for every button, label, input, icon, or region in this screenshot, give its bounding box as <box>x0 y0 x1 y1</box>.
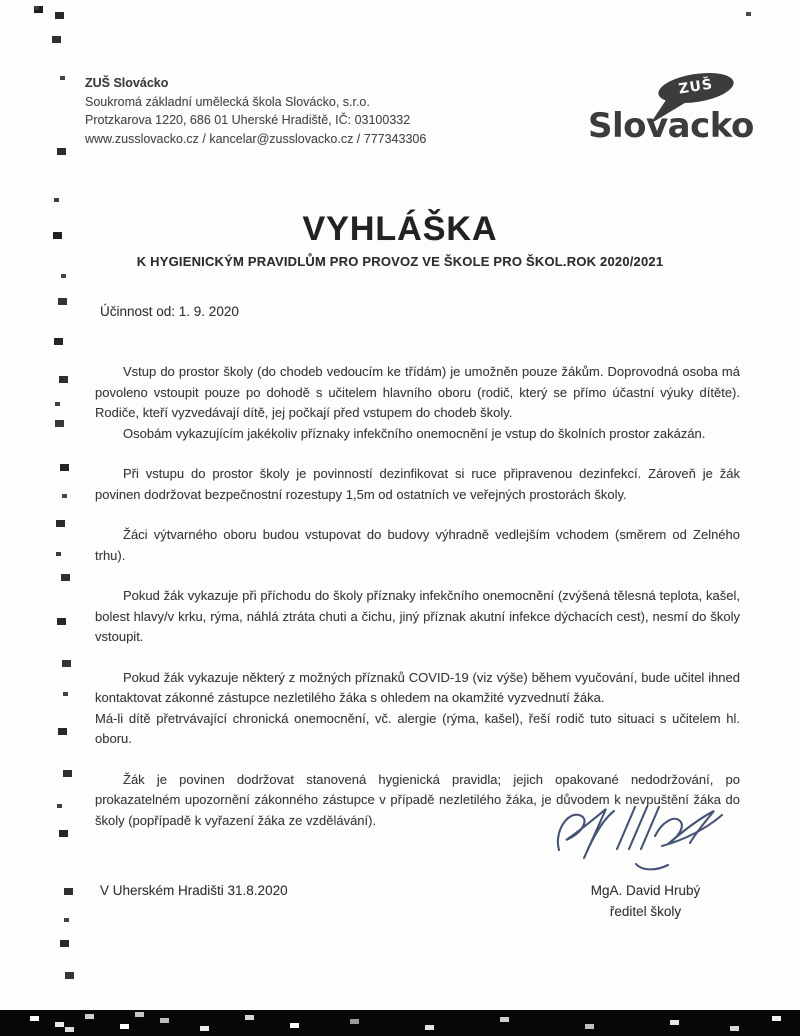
logo-bubble-tail-icon <box>648 94 690 126</box>
letterhead-address-line: Protzkarova 1220, 686 01 Uherské Hradiště, IČ: 03100332 <box>85 113 411 127</box>
logo-bubble-label: ZUŠ <box>677 76 715 98</box>
school-logo <box>540 60 760 155</box>
effective-date-line: Účinnost od: 1. 9. 2020 <box>100 304 239 319</box>
document-title: VYHLÁŠKA <box>302 210 498 248</box>
body-paragraphs <box>95 362 740 831</box>
signature-handwriting <box>543 792 738 877</box>
body-paragraph: Osobám vykazujícím jakékoliv příznaky infekčního onemocnění je vstup do školních prostor zakázán. <box>123 425 706 441</box>
body-paragraph: Žáci výtvarného oboru budou vstupovat do budovy výhradně vedlejším vchodem (směrem od Zelného trhu). <box>95 527 740 563</box>
signer-role: ředitel školy <box>609 904 682 919</box>
signer-block <box>553 880 738 922</box>
body-paragraph: Žák je povinen dodržovat stanovená hygienická pravidla; jejich opakované nedodržování, po prokazatelném upozornění zákonného zástupce v případě nezletilého žáka, je důvodem k nevpuštění žáka do školy (popřípadě k vyřazení žáka ze vzdělávání). <box>95 771 740 828</box>
body-paragraph: Má-li dítě přetrvávající chronická onemocnění, vč. alergie (rýma, kašel), řeší rodič tuto situaci s učitelem hl. oboru. <box>95 710 740 746</box>
letterhead-school-name: ZUŠ Slovácko <box>85 76 169 90</box>
letterhead <box>85 74 426 148</box>
body-paragraph: Pokud žák vykazuje při příchodu do školy příznaky infekčního onemocnění (zvýšená tělesná teplota, kašel, bolest hlavy/v krku, rýma, náhlá ztráta chuti a čichu, jiný příznak akutní infekce dýchacích cest), nesmí do školy vstoupit. <box>95 588 740 644</box>
place-date-line: V Uherském Hradišti 31.8.2020 <box>100 883 288 898</box>
scan-bar-speckles <box>30 1016 39 1021</box>
scan-bottom-black-bar <box>0 1010 800 1036</box>
logo-wordmark: Slovacko <box>588 106 754 146</box>
body-paragraph: Vstup do prostor školy (do chodeb vedoucím ke třídám) je umožněn pouze žákům. Doprovodná osoba má povoleno vstoupit pouze po dohodě s učitelem hlavního oboru (rodič, který se přímo účastní výuky dítěte). Rodiče, kteří vyzvedávají dítě, jej počkají před vstupem do chodeb školy. <box>95 364 740 420</box>
document-subtitle: K HYGIENICKÝM PRAVIDLŮM PRO PROVOZ VE ŠKOLE PRO ŠKOL.ROK 2020/2021 <box>136 254 664 269</box>
letterhead-company-line: Soukromá základní umělecká škola Slovácko, s.r.o. <box>85 94 370 109</box>
signer-name: MgA. David Hrubý <box>590 883 701 898</box>
letterhead-contact-line: www.zusslovacko.cz / kancelar@zusslovacko.cz / 777343306 <box>85 131 427 146</box>
body-paragraph: Při vstupu do prostor školy je povinností dezinfikovat si ruce připravenou dezinfekcí. Zároveň je žák povinen dodržovat bezpečnostní rozestupy 1,5m od ostatních ve veřejných prostorách školy. <box>95 466 740 502</box>
body-paragraph: Pokud žák vykazuje některý z možných příznaků COVID-19 (viz výše) během vyučování, bude učitel ihned kontaktovat zákonné zástupce nezletilého žáka s ohledem na okamžité vyzvednutí žáka. <box>95 669 740 705</box>
